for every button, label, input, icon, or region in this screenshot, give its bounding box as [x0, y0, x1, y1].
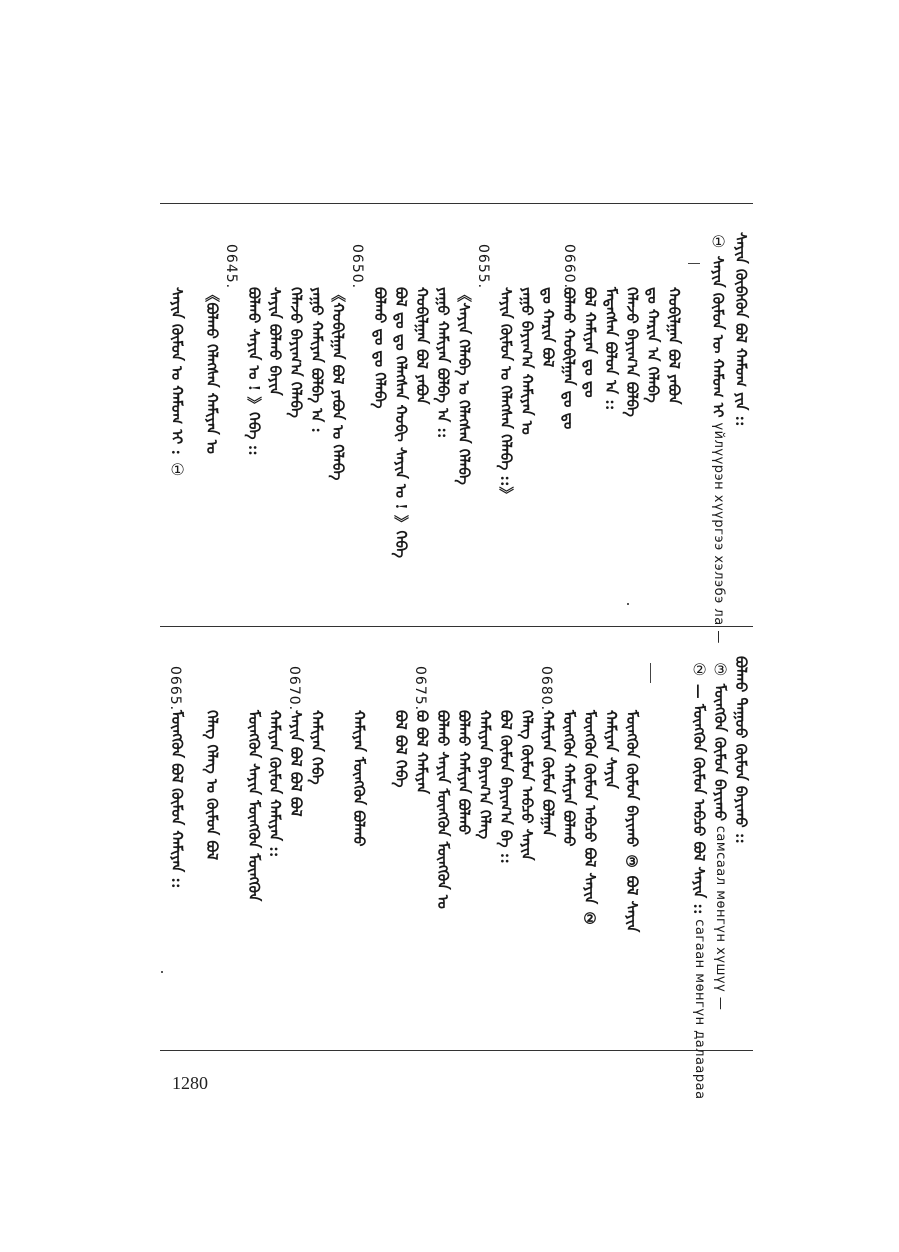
lower-body-line: ᠬᠠᠮᠢᠶᠠᠨ ᠬᠡᠪᠡ — [308, 710, 326, 785]
lower-body-line: ᠬᠡᠯᠡᠭ ᠬᠦᠮᠦᠨ ᠠᠪᠴᠤ ᠰᠠᠶᠢᠨ — [518, 710, 536, 861]
lower-body-line: ᠮᠦᠩᠭᠦᠨ ᠰᠠᠶᠢᠨ ᠮᠦᠩᠭᠦᠨ ᠮᠦᠩᠭᠦᠨ — [245, 710, 263, 902]
lower-header-line-1: ᠪᠣᠯᠬᠤ ᠳᠠᠭᠤᠤ ᠬᠦᠮᠦᠨ ᠪᠠᠶᠢᠬᠤ :: — [732, 656, 750, 844]
upper-body-line: 《ᠪᠣᠯᠬᠤ ᠬᠡᠯᠡᠭᠰᠡᠨ ᠬᠠᠮᠢᠶᠠᠨ ᠤ — [203, 287, 221, 454]
upper-body-line: ᠪᠣᠯ ᠬᠠᠮᠢᠶᠠᠨ ᠳᠤ ᠳᠤ — [581, 287, 599, 398]
upper-body-line: ᠶᠠᠭᠤ ᠬᠠᠮᠢᠶᠠᠨ ᠪᠣᠯᠪᠠ ᠠ : — [308, 287, 326, 433]
footnote-marker: ① — [168, 459, 187, 479]
line-number: 0655. — [475, 244, 491, 290]
lower-body-line: ᠬᠠᠮᠢᠶᠠᠨ ᠰᠠᠶᠢᠨ — [602, 710, 620, 789]
lower-body-line: ᠪᠣ ᠪᠣᠯ ᠬᠠᠮᠢᠶᠠᠨ — [413, 710, 431, 794]
line-number: 0680. — [538, 666, 554, 712]
header-mongolian: ᠰᠠᠶᠢᠨ ᠬᠦᠮᠦᠨ ᠦ ᠬᠠᠮᠤᠭ ᠢ — [709, 255, 727, 418]
upper-header-line-1: ᠰᠠᠶᠢᠨ ᠬᠥᠪᠡᠭᠦᠨ ᠪᠣᠯ ᠬᠠᠮᠤᠭ ᠶᠢᠨ :: — [732, 232, 750, 427]
upper-body-line: ᠬᠡᠯᠡᠵᠦ ᠪᠠᠶᠢᠭ᠎ᠠ ᠬᠡᠯᠡᠪᠡ — [287, 287, 305, 418]
upper-body-line: ᠬᠤᠪᠢᠯᠭᠠᠨ ᠪᠣᠯ ᠶᠠᠪᠤᠨ — [413, 287, 431, 405]
footnote-marker: ③ — [711, 660, 730, 679]
final-line-text: ᠰᠠᠶᠢᠨ ᠬᠦᠮᠦᠨ ᠤ ᠬᠠᠮᠤᠭ ᠢ : — [168, 287, 186, 456]
line-number: 0675. — [412, 666, 428, 712]
lower-body-line: ᠮᠦᠩᠭᠦᠨ ᠪᠣᠯ ᠬᠦᠮᠦᠨ ᠬᠠᠮᠢᠶᠠᠨ :: — [168, 710, 186, 889]
footnote-marker: ① — [709, 232, 728, 251]
lower-body-line: ᠪᠣᠯᠬᠤ ᠬᠠᠮᠢᠶᠠᠨ ᠪᠣᠯᠬᠤ — [455, 710, 473, 835]
lower-body-line: ᠪᠣᠯᠬᠤ ᠰᠠᠶᠢᠨ ᠮᠦᠩᠭᠦᠨ ᠮᠦᠩᠭᠦᠨ ᠤ — [434, 710, 452, 909]
lower-body-line: ᠮᠦᠩᠭᠦᠨ ᠬᠠᠮᠢᠶᠠᠨ ᠪᠣᠯᠬᠤ — [560, 710, 578, 847]
upper-body-line: ᠰᠠᠶᠢᠨ ᠪᠣᠯᠬᠤ ᠪᠠᠶᠢᠨ — [266, 287, 284, 396]
lower-body-line: ᠰᠠᠶᠢᠨ ᠪᠣᠯ ᠪᠣᠯ ᠪᠣᠯ — [287, 710, 305, 817]
upper-body-line: ᠰᠠᠶᠢᠨ ᠬᠦᠮᠦᠨ ᠤ ᠬᠡᠯᠡᠭᠰᠡᠨ ᠬᠡᠯᠡᠪᠡ ::》 — [497, 287, 515, 502]
lower-body-line: ᠬᠠᠮᠢᠶᠠᠨ ᠪᠠᠶᠢᠭ᠎ᠠ ᠬᠡᠯᠡᠭ — [476, 710, 494, 840]
header-cyrillic: сагаан мөнгүн далаараа — [692, 919, 707, 1100]
upper-body-line — [167, 287, 187, 479]
bottom-rule — [160, 1050, 753, 1051]
footnote-separator — [650, 663, 653, 683]
lower-body-line: ᠪᠣᠯ ᠪᠣᠯ ᠬᠡᠪᠡ — [392, 710, 410, 788]
lower-body-line: ᠬᠠᠮᠢᠶᠠᠨ ᠬᠦᠮᠦᠨ ᠬᠠᠮᠢᠶᠠᠨ :: — [266, 710, 284, 858]
line-number: 0645. — [223, 244, 239, 290]
upper-body-line: ᠪᠣᠯᠬᠤ ᠰᠠᠶᠢᠨ ᠤ ! 》ᠬᠡᠪᠡ :: — [245, 287, 263, 456]
upper-body-line: ᠳᠤ ᠬᠠᠷᠢᠨ ᠠ ᠬᠡᠯᠡᠪᠡ — [644, 287, 662, 403]
line-number: 0660. — [561, 244, 577, 290]
scan-speck — [161, 971, 163, 973]
lower-body-line: ᠮᠦᠩᠭᠦᠨ ᠬᠦᠮᠦᠨ ᠪᠠᠶᠢᠬᠤ ③ ᠪᠣᠯ ᠰᠠᠶᠢᠨ — [623, 710, 641, 933]
upper-body-line: ᠪᠣᠯᠬᠤ ᠳᠤ ᠳᠤ ᠬᠡᠯᠡᠪᠡ — [371, 287, 389, 409]
header-cyrillic: самсаал мөнгүн хүшүү — — [713, 825, 728, 1011]
top-rule — [160, 203, 753, 204]
footnote-marker: ② — [690, 660, 709, 679]
lower-header-line-3 — [689, 660, 709, 1100]
upper-body-line: ᠶᠠᠭᠤ ᠪᠠᠶᠢᠭ᠎ᠠ ᠬᠠᠮᠢᠶᠠᠨ ᠤ — [518, 287, 536, 435]
line-number: 0650. — [349, 244, 365, 290]
lower-header-line-2 — [710, 660, 730, 1010]
scan-speck — [627, 603, 629, 605]
upper-body-line: ᠪᠣᠯ ᠳᠤ ᠳᠤ ᠬᠡᠯᠡᠭᠰᠡᠨ ᠬᠤᠪᠢ ᠰᠠᠶᠢᠨ ᠤ ! 》ᠬᠡᠪᠡ — [392, 287, 410, 559]
upper-body-line: ᠳᠤ ᠬᠠᠷᠢᠨ ᠪᠣᠯ — [539, 287, 557, 368]
line-number: 0670. — [286, 666, 302, 712]
upper-body-line: 《ᠬᠤᠪᠢᠯᠭᠠᠨ ᠪᠣᠯ ᠶᠠᠪᠤᠨ ᠤ ᠬᠡᠯᠡᠪᠡ — [329, 287, 347, 481]
upper-body-line: ᠮᠡᠳᠡᠭᠰᠡᠨ ᠪᠣᠯᠤᠨ ᠠ :: — [602, 287, 620, 411]
page-number: 1280 — [172, 1073, 208, 1093]
lower-body-line: ᠪᠣᠯ ᠬᠦᠮᠦᠨ ᠪᠠᠶᠢᠭ᠎ᠠ ᠪᠠ :: — [497, 710, 515, 864]
line-number: 0665. — [167, 666, 183, 712]
footnote-separator — [688, 263, 700, 264]
header-cyrillic: үйлүүрэн хүүргээ хэлэбэ ла — — [711, 422, 726, 644]
lower-body-line: ᠬᠡᠯᠡᠭ ᠬᠡᠯᠡᠭ ᠤ ᠬᠦᠮᠦᠨ ᠪᠣᠯ — [203, 710, 221, 861]
header-mongolian: ᠮᠦᠩᠭᠦᠨ ᠬᠦᠮᠦᠨ ᠪᠠᠶᠢᠬᠤ — [711, 683, 729, 821]
upper-header-line-2 — [708, 232, 728, 644]
lower-body-line: ᠬᠠᠮᠢᠶᠠᠨ ᠬᠦᠮᠦᠨ ᠪᠣᠯᠭᠠᠨ — [539, 710, 557, 837]
lower-body-line: ᠮᠦᠩᠭᠦᠨ ᠬᠦᠮᠦᠨ ᠠᠪᠴᠤ ᠪᠣᠯ ᠰᠠᠶᠢᠨ ② — [581, 710, 599, 928]
middle-rule — [160, 626, 753, 627]
upper-body-line: ᠶᠠᠭᠤ ᠬᠠᠮᠢᠶᠠᠨ ᠪᠣᠯᠪᠠ ᠠ :: — [434, 287, 452, 439]
header-mongolian: — ᠮᠦᠩᠭᠦᠨ ᠬᠦᠮᠦᠨ ᠠᠪᠴᠤ ᠪᠣᠯ ᠰᠠᠶᠢᠨ :: — [690, 683, 708, 915]
upper-body-line: ᠬᠡᠯᠡᠵᠦ ᠪᠠᠶᠢᠭ᠎ᠠ ᠪᠣᠯᠪᠠ — [623, 287, 641, 417]
upper-body-line: 《ᠰᠠᠶᠢᠨ ᠬᠡᠯᠡᠪᠡ ᠤ ᠬᠡᠯᠡᠭᠰᠡᠨ ᠬᠡᠯᠡᠪᠡ — [455, 287, 473, 485]
upper-body-line: ᠪᠣᠯᠬᠤ ᠬᠤᠪᠢᠯᠭᠠᠨ ᠳᠤ ᠳᠤ — [560, 287, 578, 430]
lower-body-line: ᠬᠠᠮᠢᠶᠠᠨ ᠮᠦᠩᠭᠦᠨ ᠪᠣᠯᠬᠤ — [350, 710, 368, 847]
upper-body-line: ᠬᠤᠪᠢᠯᠭᠠᠨ ᠪᠣᠯ ᠶᠠᠪᠤᠨ — [665, 287, 683, 405]
